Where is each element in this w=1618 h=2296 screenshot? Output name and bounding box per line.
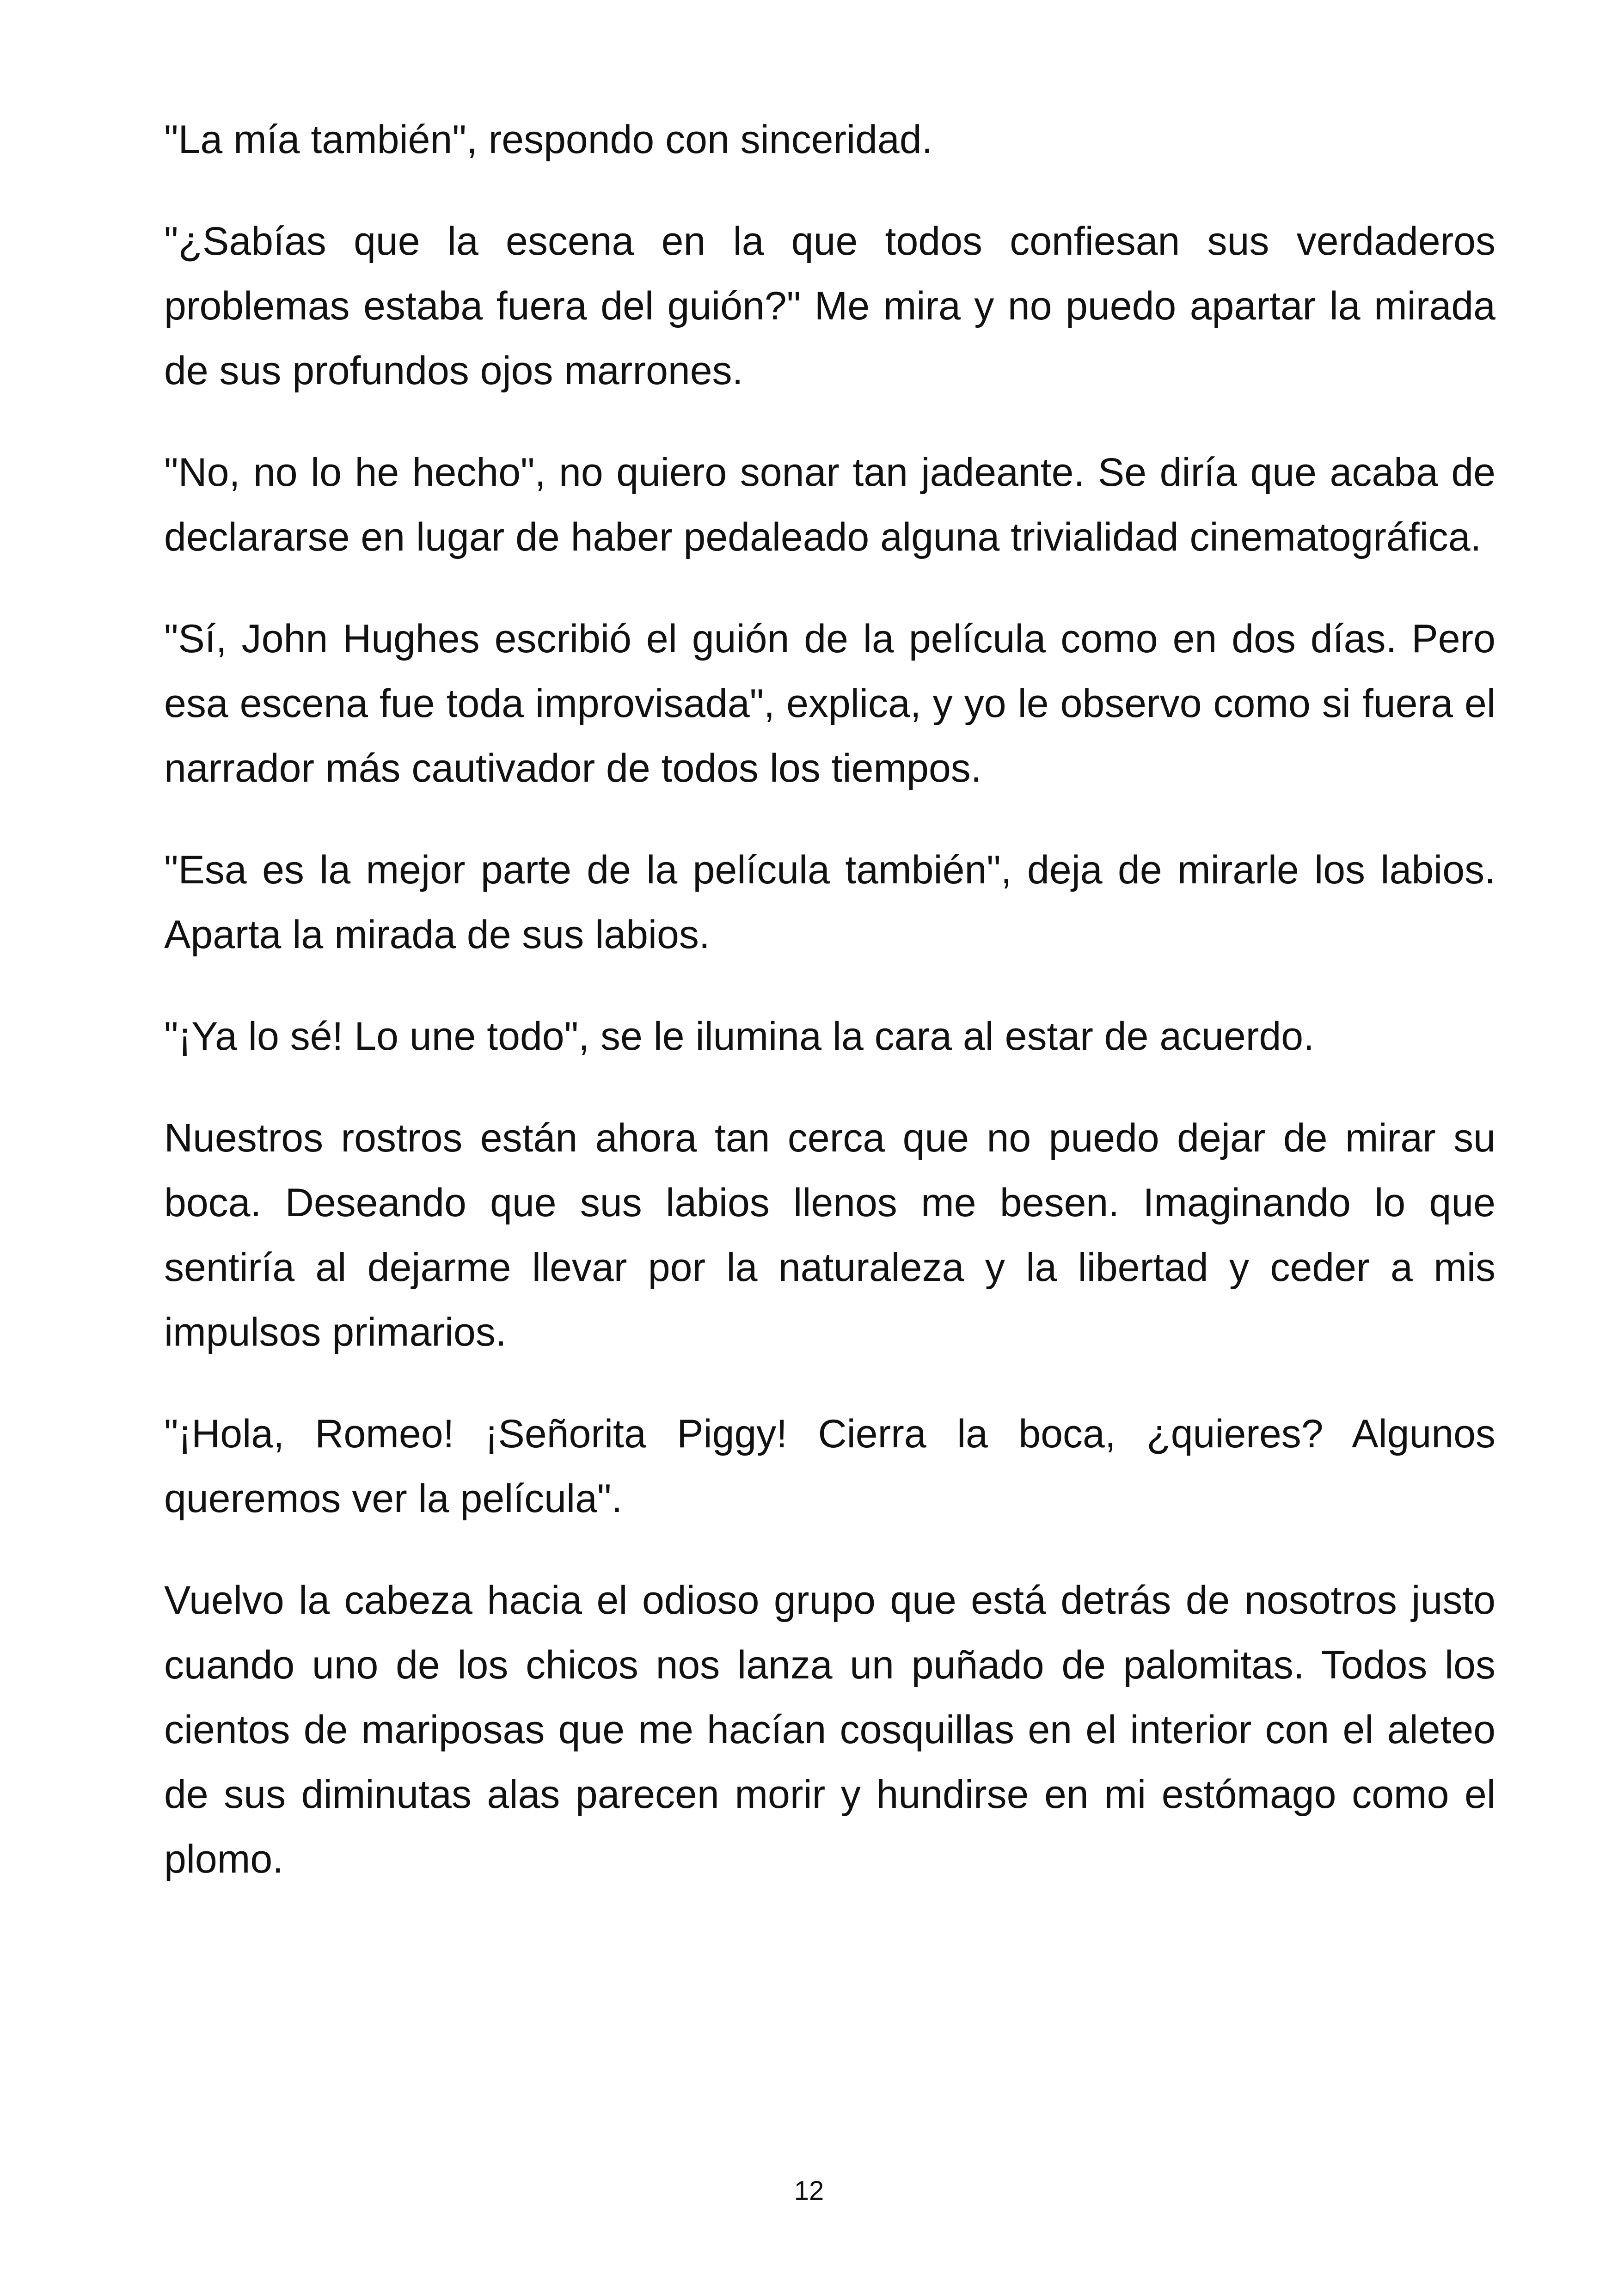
page-number: 12 <box>794 2176 824 2206</box>
paragraph-3: "No, no lo he hecho", no quiero sonar tan jadeante. Se diría que acaba de declararse en lugar de haber pedaleado alguna trivialidad cinematográfica. <box>164 450 1495 559</box>
paragraph-7: Nuestros rostros están ahora tan cerca que no puedo dejar de mirar su boca. Deseando que sus labios llenos me besen. Imaginando lo que sentiría al dejarme llevar por la naturaleza y la libertad y ceder a mis impulsos primarios. <box>164 1116 1495 1354</box>
paragraph-9: Vuelvo la cabeza hacia el odioso grupo que está detrás de nosotros justo cuando uno de los chicos nos lanza un puñado de palomitas. Todos los cientos de mariposas que me hacían cosquillas en el interior con el aleteo de sus diminutas alas parecen morir y hundirse en mi estómago como el plomo. <box>164 1578 1495 1881</box>
paragraph-5: "Esa es la mejor parte de la película también", deja de mirarle los labios. Aparta la mirada de sus labios. <box>164 848 1495 957</box>
paragraph-1: "La mía también", respondo con sinceridad. <box>164 117 933 162</box>
paragraph-6: "¡Ya lo sé! Lo une todo", se le ilumina la cara al estar de acuerdo. <box>164 1014 1314 1059</box>
paragraph-8: "¡Hola, Romeo! ¡Señorita Piggy! Cierra la boca, ¿quieres? Algunos queremos ver la película". <box>164 1412 1495 1521</box>
paragraph-4: "Sí, John Hughes escribió el guión de la película como en dos días. Pero esa escena fue toda improvisada", explica, y yo le observo como si fuera el narrador más cautivador de todos los tiempos. <box>164 617 1495 790</box>
paragraph-2: "¿Sabías que la escena en la que todos confiesan sus verdaderos problemas estaba fuera del guión?" Me mira y no puedo apartar la mirada de sus profundos ojos marrones. <box>164 219 1495 393</box>
page-body-text <box>164 107 1495 1929</box>
